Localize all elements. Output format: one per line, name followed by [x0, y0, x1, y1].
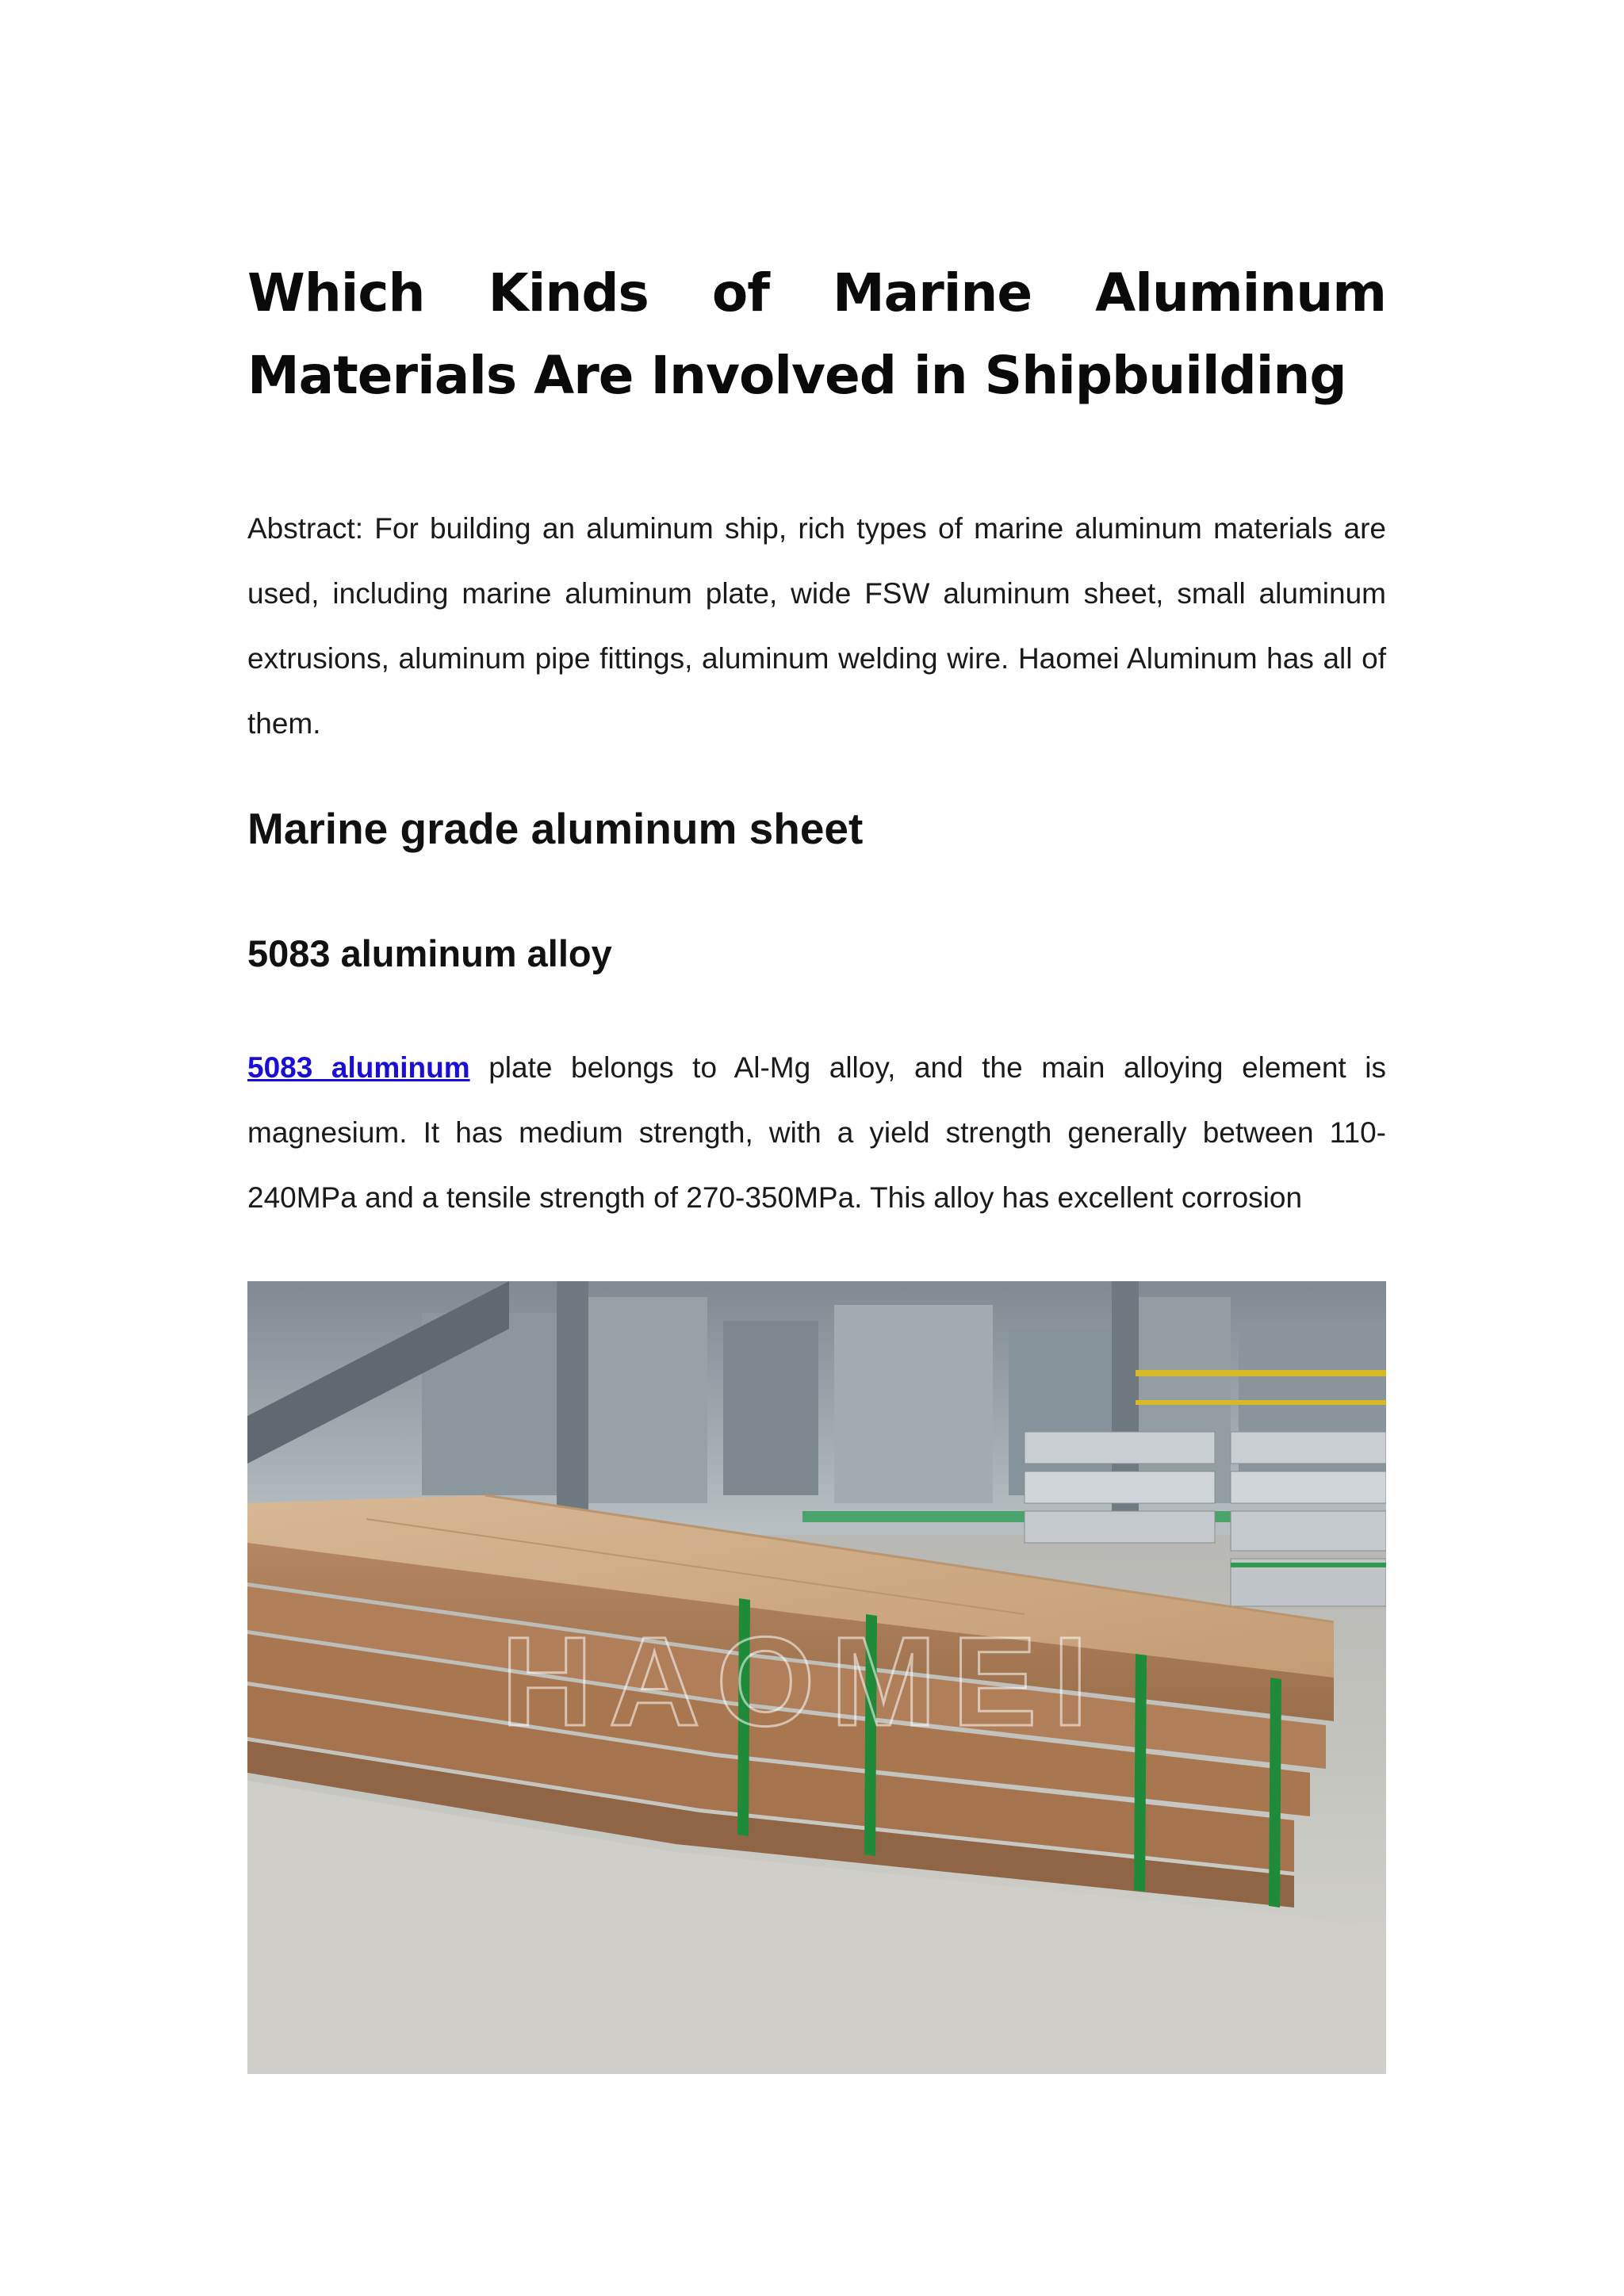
body-paragraph [247, 1035, 1386, 1230]
body-paragraph-text: plate belongs to Al-Mg alloy, and the main alloying element is magnesium. It has medium strength, with a yield strength generally between 110-240MPa and a tensile strength of 270-350MPa. This alloy has excellent corrosion [247, 1051, 1386, 1214]
alloy-5083-link[interactable]: 5083 aluminum [247, 1051, 470, 1084]
aluminum-plate-photo [247, 1281, 1386, 2074]
abstract-paragraph: Abstract: For building an aluminum ship, rich types of marine aluminum materials are used, including marine aluminum plate, wide FSW aluminum sheet, small aluminum extrusions, aluminum pipe fittings, aluminum welding wire. Haomei Aluminum has all of them. [247, 512, 1386, 740]
photo-aluminum-plate-stacks [247, 1281, 1386, 2074]
page-title: Which Kinds of Marine Aluminum Materials Are Involved in Shipbuilding [247, 262, 1386, 406]
section-heading: Marine grade aluminum sheet [247, 804, 864, 853]
subsection-heading: 5083 aluminum alloy [247, 932, 612, 974]
photo-watermark: HAOMEI [501, 1610, 1104, 1752]
